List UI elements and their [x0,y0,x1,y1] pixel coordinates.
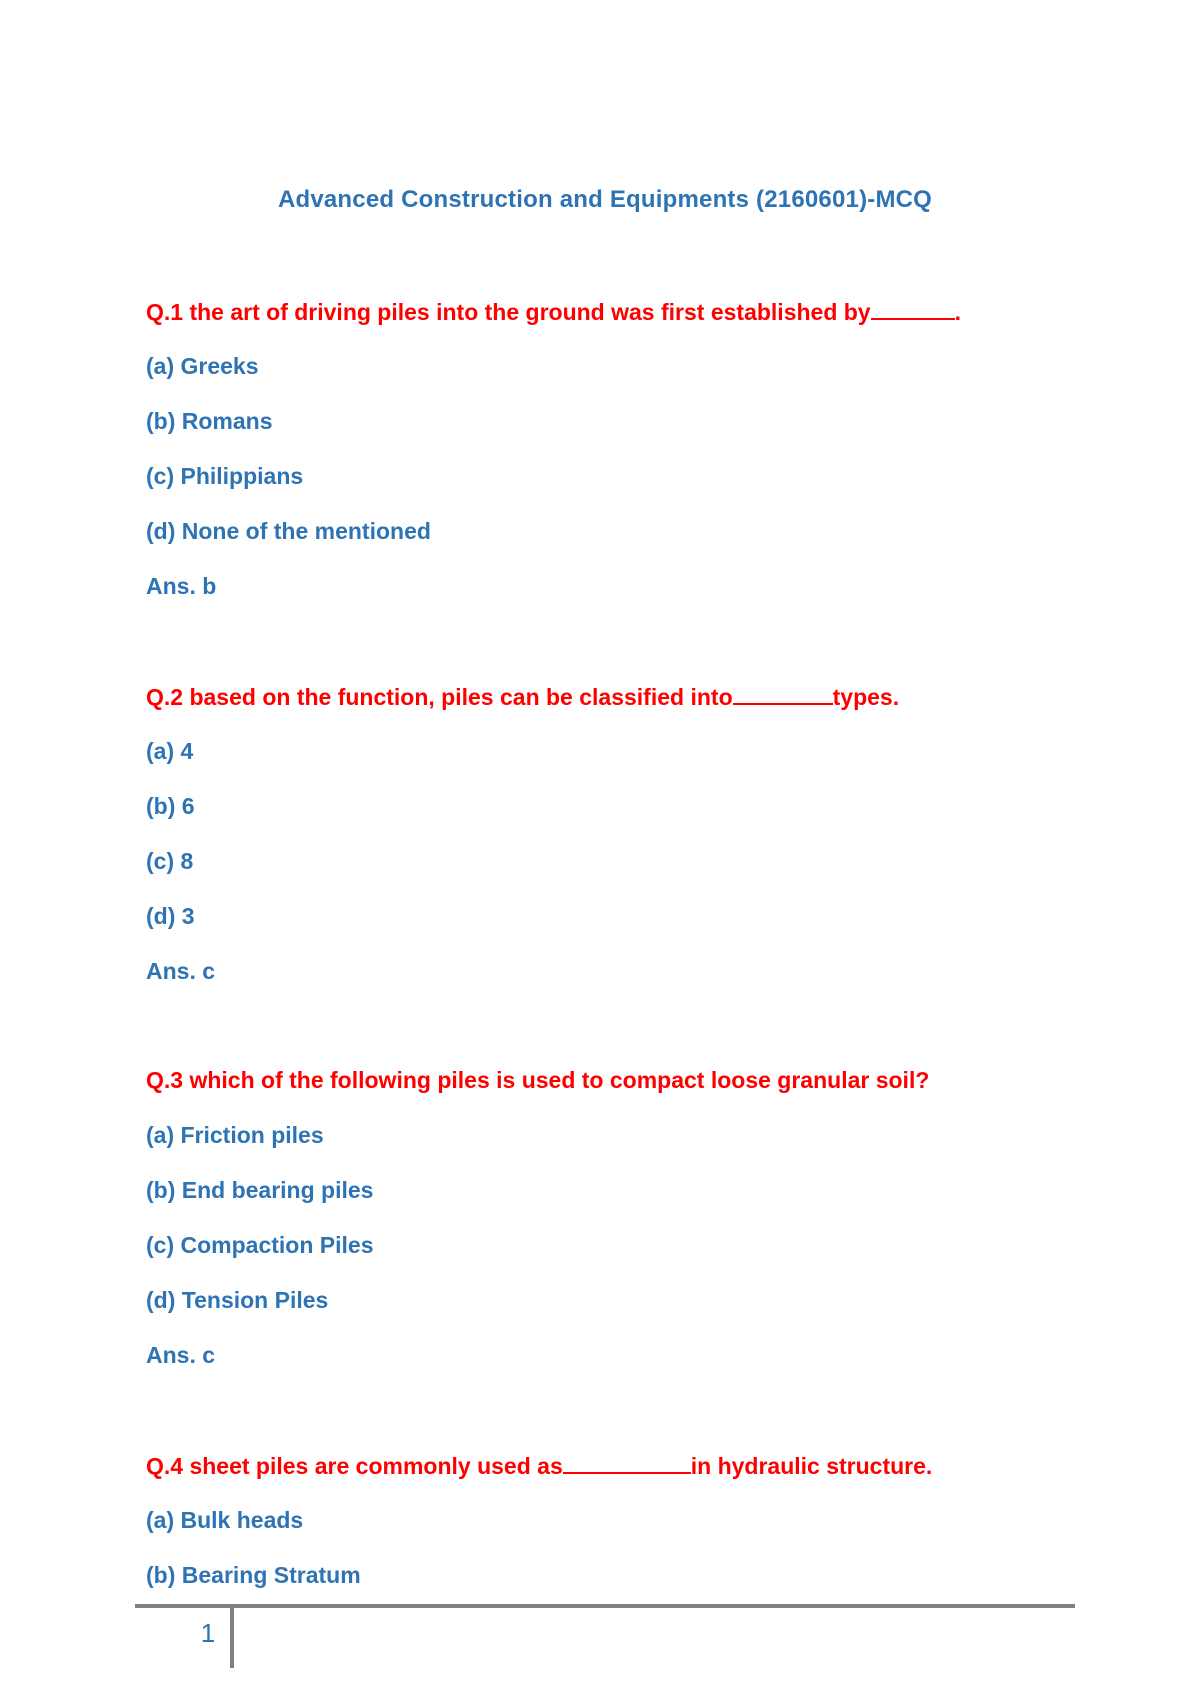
option-b: (b) End bearing piles [146,1177,374,1203]
footer-rule [135,1604,1075,1608]
option-b: (b) Romans [146,408,273,434]
answer-blank [563,1450,691,1474]
question-text [146,1450,1106,1505]
question-text [146,296,1106,351]
option-d: (d) 3 [146,903,195,929]
option-a: (a) 4 [146,738,194,764]
question-block-2 [146,681,1106,1011]
option-b: (b) 6 [146,793,195,819]
option-c: (c) Philippians [146,463,304,489]
answer-text: Ans. c [146,958,216,984]
option-a: (a) Bulk heads [146,1507,304,1533]
option-c: (c) Compaction Piles [146,1232,374,1258]
answer-text: Ans. b [146,573,217,599]
option-c: (c) 8 [146,848,194,874]
option-a: (a) Greeks [146,353,259,379]
question-block-4 [146,1450,1106,1615]
option-d: (d) None of the mentioned [146,518,431,544]
document-title: Advanced Construction and Equipments (2160601)-MCQ [277,186,933,213]
answer-text: Ans. c [146,1342,216,1368]
answer-blank [871,296,955,320]
option-a: (a) Friction piles [146,1122,324,1148]
question-block-1 [146,296,1106,626]
question-prefix: Q.2 based on the function, piles can be classified into [146,684,733,710]
question-prefix: Q.4 sheet piles are commonly used as [146,1453,563,1479]
question-suffix: . [954,299,961,325]
answer-blank [733,681,833,705]
footer-divider [230,1606,234,1668]
page-number: 1 [200,1618,216,1648]
question-suffix: in hydraulic structure. [690,1453,933,1479]
question-text [146,681,1106,736]
question-suffix: types. [832,684,900,710]
option-b: (b) Bearing Stratum [146,1562,361,1588]
question-block-3 [146,1065,1106,1395]
question-prefix: Q.1 the art of driving piles into the ground was first established by [146,299,871,325]
option-d: (d) Tension Piles [146,1287,329,1313]
question-text: Q.3 which of the following piles is used to compact loose granular soil? [146,1067,930,1093]
